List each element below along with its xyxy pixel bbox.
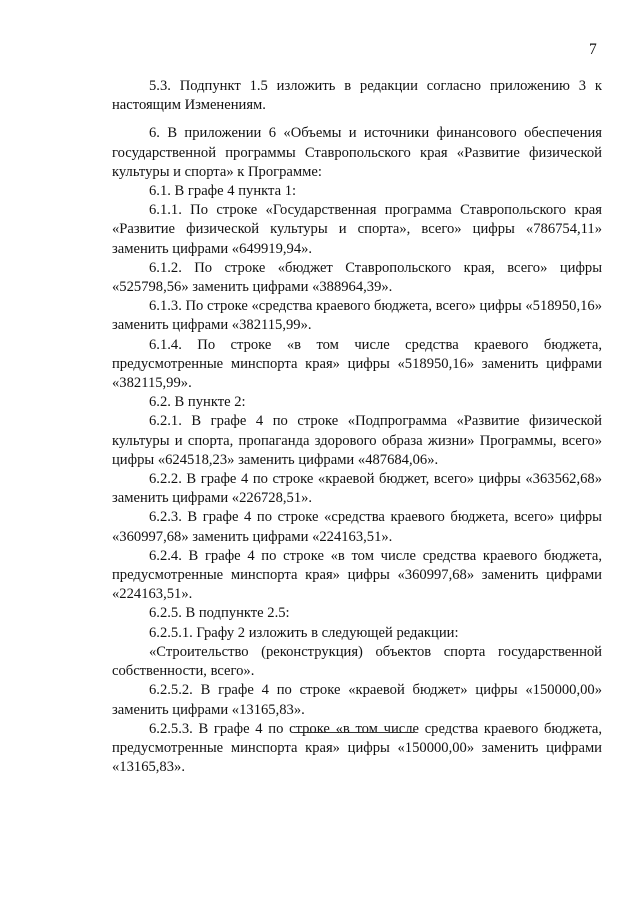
- paragraph-6-2-4: 6.2.4. В графе 4 по строке «в том числе средства краевого бюджета, предусмотренные минспорта края» цифры «360997,68» заменить цифрами «224163,51».: [112, 547, 602, 603]
- paragraph-6-2-1: 6.2.1. В графе 4 по строке «Подпрограмма «Развитие физической культуры и спорта, пропаганда здорового образа жизни» Программы, всего» цифры «624518,23» заменить цифрами «487684,06».: [112, 413, 602, 468]
- paragraph-quote: «Строительство (реконструкция) объектов спорта государственной собственности, всего».: [112, 643, 602, 680]
- closing-rule: [294, 732, 414, 733]
- paragraph-6-1-3: 6.1.3. По строке «средства краевого бюджета, всего» цифры «518950,16» заменить цифрами «382115,99».: [112, 298, 602, 334]
- paragraph-6-1-4: 6.1.4. По строке «в том числе средства краевого бюджета, предусмотренные минспорта края» цифры «518950,16» заменить цифрами «382115,99».: [112, 336, 602, 392]
- paragraph-6-1-1: 6.1.1. По строке «Государственная программа Ставропольского края «Развитие физической культуры и спорта», всего» цифры «786754,11» заменить цифрами «649919,94».: [112, 202, 602, 257]
- paragraph-6-2: 6.2. В пункте 2:: [149, 394, 246, 411]
- page-number: 7: [589, 41, 597, 58]
- paragraph-5-3: 5.3. Подпункт 1.5 изложить в редакции согласно приложению 3 к настоящим Изменениям.: [112, 78, 602, 114]
- paragraph-6-2-3: 6.2.3. В графе 4 по строке «средства краевого бюджета, всего» цифры «360997,68» заменить цифрами «224163,51».: [112, 509, 602, 545]
- paragraph-6-1: 6.1. В графе 4 пункта 1:: [149, 183, 297, 200]
- document-body: [112, 77, 602, 777]
- paragraph-6-2-5: 6.2.5. В подпункте 2.5:: [149, 605, 290, 622]
- paragraph-6-2-5-2: 6.2.5.2. В графе 4 по строке «краевой бюджет» цифры «150000,00» заменить цифрами «13165,83».: [112, 682, 602, 718]
- paragraph-6-1-2: 6.1.2. По строке «бюджет Ставропольского края, всего» цифры «525798,56» заменить цифрами «388964,39».: [112, 259, 602, 296]
- paragraph-6-2-5-1: 6.2.5.1. Графу 2 изложить в следующей редакции:: [149, 624, 459, 641]
- paragraph-6-2-5-3: 6.2.5.3. В графе 4 по строке «в том числе средства краевого бюджета, предусмотренные минспорта края» цифры «150000,00» заменить цифрами «13165,83».: [112, 720, 602, 776]
- paragraph-6-2-2: 6.2.2. В графе 4 по строке «краевой бюджет, всего» цифры «363562,68» заменить цифрами «226728,51».: [112, 471, 602, 507]
- paragraph-6: 6. В приложении 6 «Объемы и источники финансового обеспечения государственной программы Ставропольского края «Развитие физической культуры и спорта» к Программе:: [112, 125, 602, 180]
